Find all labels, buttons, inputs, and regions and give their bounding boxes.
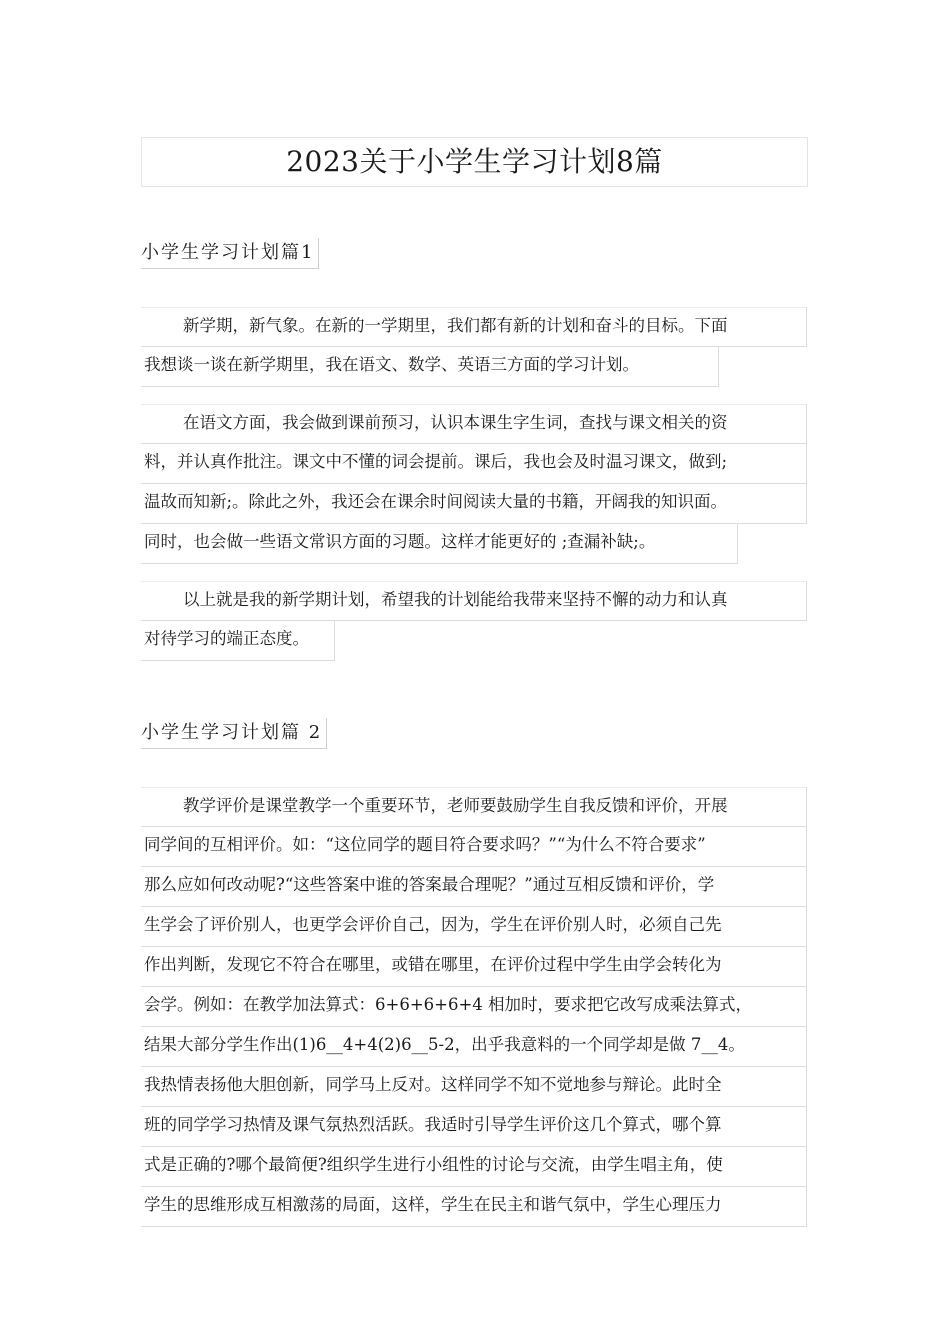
paragraph-1-1 xyxy=(141,307,807,387)
paragraph-line: 同学间的互相评价。如：“这位同学的题目符合要求吗？”“为什么不符合要求” xyxy=(141,827,807,867)
paragraph-line: 料，并认真作批注。课文中不懂的词会提前。课后，我也会及时温习课文，做到; xyxy=(141,444,807,484)
paragraph-line: 式是正确的?哪个最简便?组织学生进行小组性的讨论与交流，由学生唱主角，使 xyxy=(141,1147,807,1187)
paragraph-line: 教学评价是课堂教学一个重要环节，老师要鼓励学生自我反馈和评价，开展 xyxy=(141,787,807,827)
paragraph-1-3 xyxy=(141,581,807,661)
paragraph-line: 同时，也会做一些语文常识方面的习题。这样才能更好的 ;查漏补缺;。 xyxy=(141,524,738,564)
section-heading-1: 小学生学习计划篇1 xyxy=(141,238,319,269)
paragraph-line: 在语文方面，我会做到课前预习，认识本课生字生词，查找与课文相关的资 xyxy=(141,404,807,444)
paragraph-line: 那么应如何改动呢?“这些答案中谁的答案最合理呢？”通过互相反馈和评价，学 xyxy=(141,867,807,907)
paragraph-line: 结果大部分学生作出(1)6__4+4(2)6__5-2，出乎我意料的一个同学却是做 7__4。 xyxy=(141,1027,807,1067)
document-title: 2023关于小学生学习计划8篇 xyxy=(141,137,808,187)
paragraph-line: 学生的思维形成互相激荡的局面，这样，学生在民主和谐气氛中，学生心理压力 xyxy=(141,1187,807,1227)
paragraph-line: 作出判断，发现它不符合在哪里，或错在哪里，在评价过程中学生由学会转化为 xyxy=(141,947,807,987)
paragraph-line: 我想谈一谈在新学期里，我在语文、数学、英语三方面的学习计划。 xyxy=(141,347,719,387)
paragraph-1-2 xyxy=(141,404,807,564)
paragraph-line: 会学。例如：在教学加法算式：6+6+6+6+4 相加时，要求把它改写成乘法算式， xyxy=(141,987,807,1027)
paragraph-line: 新学期，新气象。在新的一学期里，我们都有新的计划和奋斗的目标。下面 xyxy=(141,307,807,347)
paragraph-line: 生学会了评价别人，也更学会评价自己，因为，学生在评价别人时，必须自己先 xyxy=(141,907,807,947)
paragraph-line: 对待学习的端正态度。 xyxy=(141,621,335,661)
paragraph-line: 以上就是我的新学期计划，希望我的计划能给我带来坚持不懈的动力和认真 xyxy=(141,581,807,621)
paragraph-line: 我热情表扬他大胆创新，同学马上反对。这样同学不知不觉地参与辩论。此时全 xyxy=(141,1067,807,1107)
paragraph-line: 班的同学学习热情及课气氛热烈活跃。我适时引导学生评价这几个算式，哪个算 xyxy=(141,1107,807,1147)
section-heading-2: 小学生学习计划篇 2 xyxy=(141,718,327,749)
paragraph-line: 温故而知新;。除此之外，我还会在课余时间阅读大量的书籍，开阔我的知识面。 xyxy=(141,484,807,524)
paragraph-2-1 xyxy=(141,787,807,1227)
